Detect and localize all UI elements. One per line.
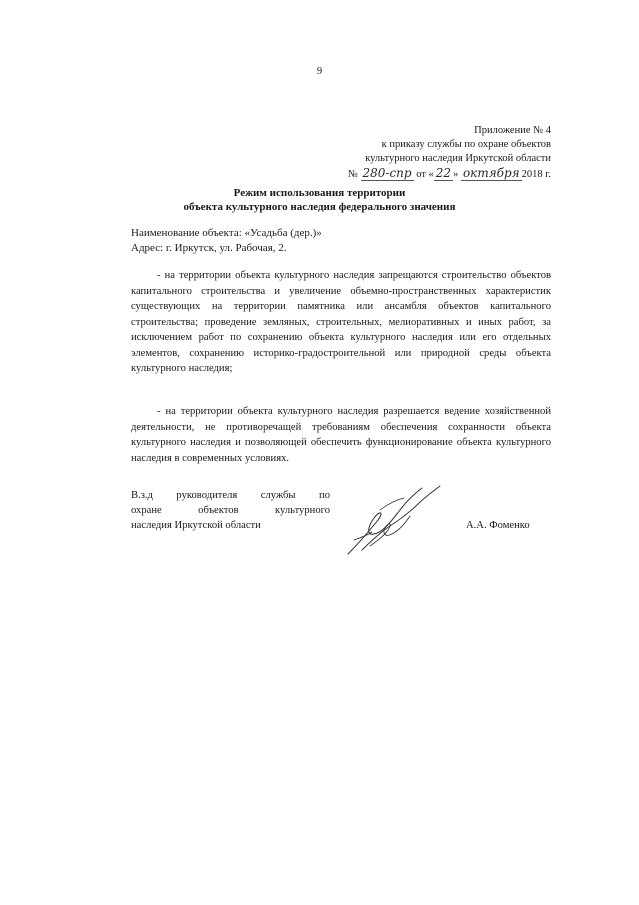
- signer-name: А.А. Фоменко: [466, 520, 530, 531]
- document-title: [0, 186, 639, 214]
- appendix-agency: культурного наследия Иркутской области: [365, 153, 551, 164]
- object-info: [131, 226, 322, 256]
- appendix-order-line: [348, 166, 551, 182]
- paragraph-permissions: - на территории объекта культурного наследия разрешается ведение хозяйственной деятельности, не противоречащей требованиям обеспечения сохранности объекта культурного наследия и позволяющей обеспечить функционирование объекта культурного наследия в современных условиях.: [131, 406, 551, 464]
- signer-position-line-3: наследия Иркутской области: [131, 520, 261, 531]
- handwritten-signature: [340, 480, 450, 560]
- appendix-title: Приложение № 4: [474, 125, 551, 136]
- title-line-1: Режим использования территории: [233, 187, 406, 199]
- page-number: 9: [316, 66, 323, 77]
- order-month-handwritten: октября: [462, 166, 520, 180]
- order-number-handwritten: 280-спр: [362, 166, 412, 180]
- order-date-prefix: от «: [416, 169, 434, 180]
- order-day-handwritten: 22: [435, 166, 452, 180]
- paragraph-prohibitions: - на территории объекта культурного наследия запрещаются строительство объектов капитального строительства и увеличение объемно-пространственных характеристик существующих на территории памятника или ансамбля объектов капитального строительства; проведение земляных, строительных, мелиоративных и иных работ, за исключением работ по сохранению объекта культурного наследия или его отдельных элементов, сохранению историко-градостроительной или природной среды объекта культурного наследия;: [131, 270, 551, 374]
- order-day-close: »: [453, 169, 459, 180]
- order-number-prefix: №: [347, 169, 358, 180]
- signer-position-line-2: охране объектов культурного: [131, 505, 330, 516]
- appendix-order-reference: к приказу службы по охране объектов: [381, 139, 551, 150]
- order-year: 2018 г.: [521, 169, 551, 180]
- title-line-2: объекта культурного наследия федерального значения: [183, 201, 456, 213]
- object-address: Адрес: г. Иркутск, ул. Рабочая, 2.: [131, 242, 287, 254]
- appendix-header: [348, 124, 551, 182]
- signer-position: [131, 488, 330, 533]
- signer-position-line-1: В.з.д руководителя службы по: [131, 490, 330, 501]
- object-name: Наименование объекта: «Усадьба (дер.)»: [131, 227, 322, 239]
